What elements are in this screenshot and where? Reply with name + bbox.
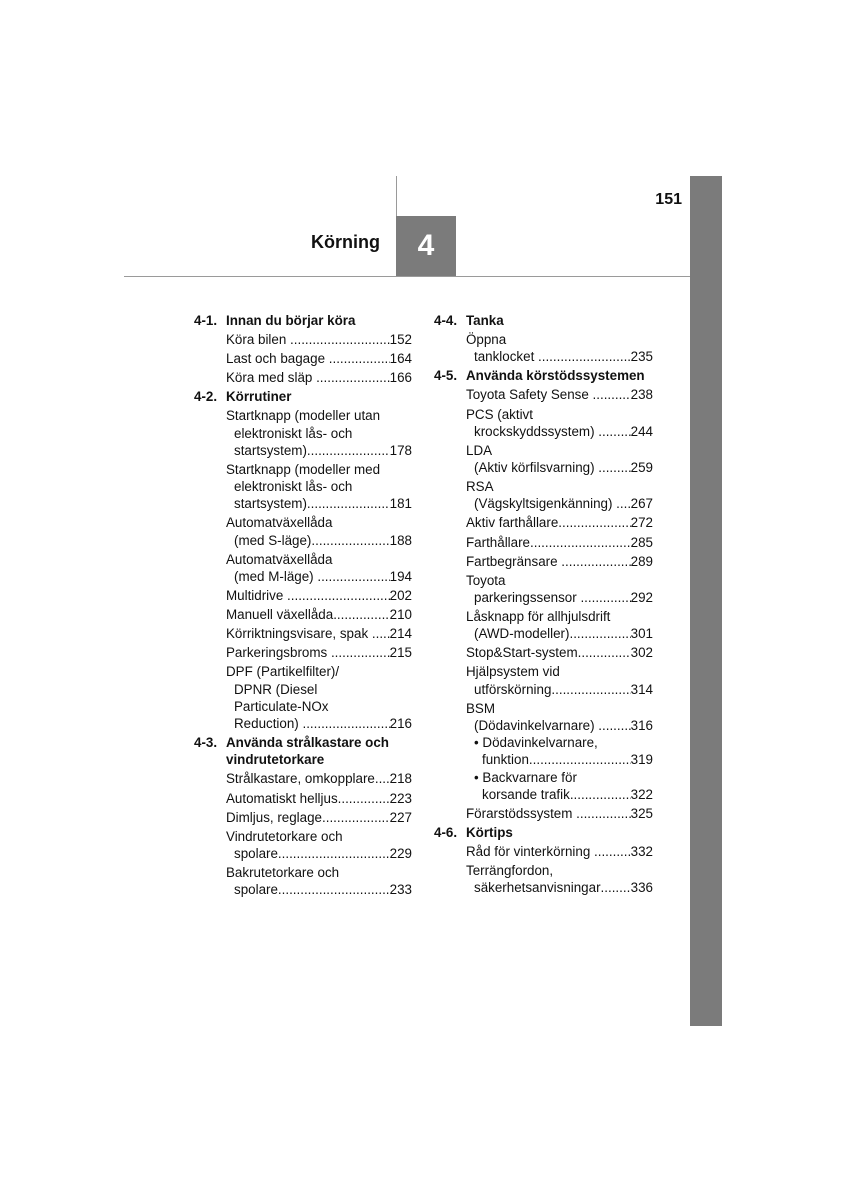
entry-text-line: Parkeringsbroms [226, 645, 331, 661]
dot-leader [594, 843, 631, 860]
dot-leader [558, 514, 630, 531]
entry-page-number: 214 [389, 626, 412, 642]
entry-last-line [466, 534, 653, 551]
entry-text-line: Automatväxellåda [226, 515, 333, 531]
entry-text-line: (med M-läge) [234, 568, 318, 584]
toc-entry[interactable] [466, 406, 653, 440]
toc-entry[interactable] [226, 606, 412, 623]
toc-entry[interactable] [226, 551, 412, 585]
entry-page-number: 188 [389, 532, 412, 548]
toc-column-right [434, 312, 653, 897]
entry-text-line: (Dödavinkelvarnare) [474, 717, 599, 733]
entry-text-line: Vindrutetorkare och [226, 828, 343, 844]
dot-leader [375, 770, 390, 787]
dot-leader [598, 423, 630, 440]
toc-entry[interactable] [466, 442, 653, 476]
entry-page-number: 181 [389, 496, 412, 512]
entry-last-line [466, 681, 653, 698]
toc-entry[interactable] [226, 369, 412, 386]
entry-page-number: 235 [630, 349, 653, 365]
entry-last-line [226, 606, 412, 623]
dot-leader [372, 625, 390, 642]
toc-entry[interactable] [226, 514, 412, 548]
entry-text-line: Manuell växellåda [226, 607, 334, 623]
section-title: Använda strålkastare och vindrutetorkare [226, 735, 389, 768]
entry-text-line: utförskörning [474, 681, 552, 697]
entry-page-number: 267 [630, 496, 653, 512]
entry-text-line: RSA [466, 479, 494, 495]
dot-leader [530, 534, 631, 551]
section-number: 4-2. [194, 389, 218, 405]
entry-text-line: Toyota Safety Sense [466, 387, 593, 403]
dot-leader [598, 717, 630, 734]
entry-page-number: 194 [389, 568, 412, 584]
toc-entry[interactable] [226, 407, 412, 459]
entry-text-line: Körriktningsvisare, spak [226, 626, 372, 642]
dot-leader [576, 805, 631, 822]
section-number: 4-1. [194, 313, 218, 328]
entry-last-line [466, 644, 653, 661]
dot-leader [598, 459, 630, 476]
entry-last-line [474, 751, 653, 768]
entry-page-number: 316 [630, 717, 653, 733]
entry-text-line: (AWD-modeller) [474, 626, 570, 642]
entry-page-number: 336 [630, 880, 653, 896]
toc-entry[interactable] [466, 663, 653, 697]
dot-leader [317, 568, 389, 585]
entry-page-number: 259 [630, 460, 653, 476]
entry-text-line: BSM [466, 700, 496, 716]
section-number: 4-4. [434, 313, 458, 328]
entry-page-number: 322 [630, 786, 653, 802]
entry-text-line: Automatväxellåda [226, 551, 333, 567]
toc-entry[interactable] [226, 644, 412, 661]
entry-page-number: 178 [389, 442, 412, 458]
section-title: Körrutiner [226, 389, 292, 405]
toc-entry[interactable] [466, 862, 653, 896]
entry-last-line [226, 587, 412, 604]
toc-entry[interactable] [226, 809, 412, 826]
dot-leader [601, 879, 631, 896]
toc-entry[interactable] [466, 700, 653, 734]
entry-last-line [226, 495, 412, 512]
entry-page-number: 210 [389, 607, 412, 623]
toc-entry[interactable] [466, 386, 653, 403]
entry-last-line [466, 625, 653, 642]
entry-text-line: Stop&Start-system [466, 645, 578, 661]
entry-text-line: tanklocket [474, 349, 539, 365]
toc-entry[interactable] [466, 553, 653, 570]
entry-last-line [466, 459, 653, 476]
entry-last-line [474, 786, 653, 803]
entry-page-number: 285 [630, 534, 653, 550]
toc-section-heading [194, 312, 412, 329]
section-number: 4-3. [194, 735, 218, 751]
chapter-side-tab [690, 176, 722, 1026]
entry-last-line [466, 348, 653, 365]
entry-page-number: 238 [630, 387, 653, 403]
entry-last-line [226, 809, 412, 826]
entry-page-number: 302 [630, 645, 653, 661]
toc-entry[interactable] [226, 770, 412, 787]
toc-entry[interactable] [474, 734, 653, 768]
toc-entry[interactable] [466, 331, 653, 365]
dot-leader [616, 495, 630, 512]
entry-last-line [226, 845, 412, 862]
entry-last-line [226, 881, 412, 898]
toc-entry[interactable] [466, 534, 653, 551]
section-title: Använda körstödssystemen [466, 368, 645, 384]
entry-text-line: • Dödavinkelvarnare, [474, 735, 598, 751]
dot-leader [578, 644, 631, 661]
entry-text-line: Farthållare [466, 534, 531, 550]
toc-entry[interactable] [226, 331, 412, 348]
entry-page-number: 319 [630, 752, 653, 768]
entry-text-line: Automatiskt helljus [226, 790, 338, 806]
entry-text-line: Förarstödssystem [466, 805, 577, 821]
entry-page-number: 202 [389, 588, 412, 604]
entry-text-line: korsande trafik [482, 786, 570, 802]
entry-text-line: PCS (aktivt [466, 406, 533, 422]
section-title: Körtips [466, 824, 513, 840]
toc-entry[interactable] [226, 790, 412, 807]
section-number: 4-6. [434, 824, 458, 840]
section-title: Innan du börjar köra [226, 313, 356, 328]
entry-text-line: DPF (Partikelfilter)/ [226, 664, 340, 680]
entry-page-number: 314 [630, 681, 653, 697]
toc-entry[interactable] [466, 805, 653, 822]
entry-text-line: elektroniskt lås- och [234, 479, 353, 495]
entry-last-line [226, 625, 412, 642]
page-number: 151 [655, 191, 682, 208]
dot-leader [593, 386, 631, 403]
toc-entry[interactable] [226, 350, 412, 367]
entry-text-line: krockskyddssystem) [474, 423, 599, 439]
dot-leader [551, 681, 630, 698]
entry-last-line [466, 386, 653, 403]
entry-last-line [226, 790, 412, 807]
dot-leader [307, 495, 390, 512]
entry-page-number: 166 [389, 370, 412, 386]
entry-page-number: 215 [389, 645, 412, 661]
entry-page-number: 292 [630, 589, 653, 605]
entry-page-number: 223 [389, 790, 412, 806]
entry-last-line [226, 568, 412, 585]
dot-leader [290, 331, 390, 348]
chapter-number-box: 4 [396, 216, 456, 276]
entry-text-line: Aktiv farthållare [466, 515, 559, 531]
toc-entry[interactable] [226, 663, 412, 732]
entry-page-number: 233 [389, 882, 412, 898]
dot-leader [569, 625, 630, 642]
dot-leader [561, 553, 630, 570]
entry-last-line [466, 805, 653, 822]
entry-page-number: 229 [389, 845, 412, 861]
entry-page-number: 289 [630, 553, 653, 569]
dot-leader [329, 350, 390, 367]
entry-text-line: Multidrive [226, 588, 288, 604]
chapter-title: Körning [311, 232, 380, 252]
toc-entry[interactable] [226, 828, 412, 862]
entry-text-line: Toyota [466, 572, 506, 588]
entry-text-line: DPNR (Diesel [234, 681, 318, 697]
toc-section-heading [434, 824, 653, 841]
entry-page-number: 272 [630, 515, 653, 531]
entry-text-line: Köra med släp [226, 370, 317, 386]
dot-leader [302, 715, 389, 732]
entry-last-line [226, 350, 412, 367]
entry-page-number: 325 [630, 805, 653, 821]
entry-last-line [466, 495, 653, 512]
entry-last-line [466, 423, 653, 440]
dot-leader [287, 587, 390, 604]
toc-entry[interactable] [466, 514, 653, 531]
entry-text-line: • Backvarnare för [474, 769, 577, 785]
entry-text-line: Terrängfordon, [466, 863, 554, 879]
entry-last-line [226, 532, 412, 549]
entry-text-line: (med S-läge) [234, 532, 312, 548]
entry-text-line: Reduction) [234, 716, 303, 732]
dot-leader [529, 751, 631, 768]
entry-text-line: startsystem) [234, 496, 307, 512]
entry-text-line: Strålkastare, omkopplare [226, 771, 375, 787]
entry-text-line: Råd för vinterkörning [466, 844, 595, 860]
entry-text-line: spolare [234, 845, 278, 861]
entry-last-line [466, 879, 653, 896]
section-number: 4-5. [434, 368, 458, 384]
dot-leader [538, 348, 631, 365]
toc-entry[interactable] [226, 864, 412, 898]
entry-last-line [466, 843, 653, 860]
entry-last-line [226, 369, 412, 386]
dot-leader [570, 786, 631, 803]
entry-text-line: Fartbegränsare [466, 553, 562, 569]
section-title: Tanka [466, 313, 504, 328]
entry-page-number: 301 [630, 626, 653, 642]
entry-text-line: säkerhetsanvisningar [474, 880, 601, 896]
entry-text-line: Bakrutetorkare och [226, 865, 340, 881]
dot-leader [311, 532, 389, 549]
entry-text-line: parkeringssensor [474, 589, 581, 605]
toc-entry[interactable] [466, 644, 653, 661]
entry-page-number: 332 [630, 844, 653, 860]
entry-text-line: Dimljus, reglage [226, 809, 323, 825]
entry-last-line [226, 644, 412, 661]
dot-leader [333, 606, 389, 623]
entry-last-line [466, 589, 653, 606]
entry-text-line: Låsknapp för allhjulsdrift [466, 609, 611, 625]
entry-page-number: 218 [389, 771, 412, 787]
entry-text-line: spolare [234, 882, 278, 898]
entry-text-line: Last och bagage [226, 351, 329, 367]
entry-text-line: (Vägskyltsigenkänning) [474, 496, 617, 512]
entry-text-line: funktion [482, 752, 529, 768]
toc-entry[interactable] [466, 843, 653, 860]
entry-last-line [226, 770, 412, 787]
toc-entry[interactable] [474, 769, 653, 803]
dot-leader [580, 589, 630, 606]
entry-text-line: Hjälpsystem vid [466, 664, 560, 680]
dot-leader [278, 845, 390, 862]
entry-page-number: 216 [389, 716, 412, 732]
entry-text-line: Startknapp (modeller utan [226, 408, 381, 424]
entry-last-line [466, 717, 653, 734]
dot-leader [307, 442, 390, 459]
entry-last-line [226, 331, 412, 348]
toc-entry[interactable] [226, 461, 412, 513]
toc-entry[interactable] [466, 608, 653, 642]
toc-section-heading [434, 312, 653, 329]
entry-last-line [226, 715, 412, 732]
dot-leader [331, 644, 390, 661]
entry-page-number: 164 [389, 351, 412, 367]
toc-section-heading [194, 734, 412, 768]
entry-text-line: elektroniskt lås- och [234, 425, 353, 441]
entry-text-line: Startknapp (modeller med [226, 461, 381, 477]
dot-leader [316, 369, 390, 386]
toc-entry[interactable] [226, 625, 412, 642]
toc-section-heading [434, 367, 653, 384]
entry-text-line: (Aktiv körfilsvarning) [474, 460, 599, 476]
toc-entry[interactable] [226, 587, 412, 604]
entry-last-line [466, 514, 653, 531]
dot-leader [278, 881, 390, 898]
toc-section-heading [194, 388, 412, 405]
entry-last-line [226, 442, 412, 459]
entry-text-line: Öppna [466, 332, 507, 348]
toc-column-left [194, 312, 412, 898]
entry-page-number: 227 [389, 809, 412, 825]
dot-leader [322, 809, 390, 826]
entry-text-line: Particulate-NOx [234, 698, 329, 714]
entry-text-line: Köra bilen [226, 332, 291, 348]
dot-leader [338, 790, 390, 807]
entry-last-line [466, 553, 653, 570]
toc-entry[interactable] [466, 572, 653, 606]
entry-text-line: LDA [466, 442, 493, 458]
entry-page-number: 244 [630, 423, 653, 439]
entry-page-number: 152 [389, 332, 412, 348]
header-divider-horizontal [124, 276, 690, 277]
toc-entry[interactable] [466, 478, 653, 512]
entry-text-line: startsystem) [234, 442, 307, 458]
